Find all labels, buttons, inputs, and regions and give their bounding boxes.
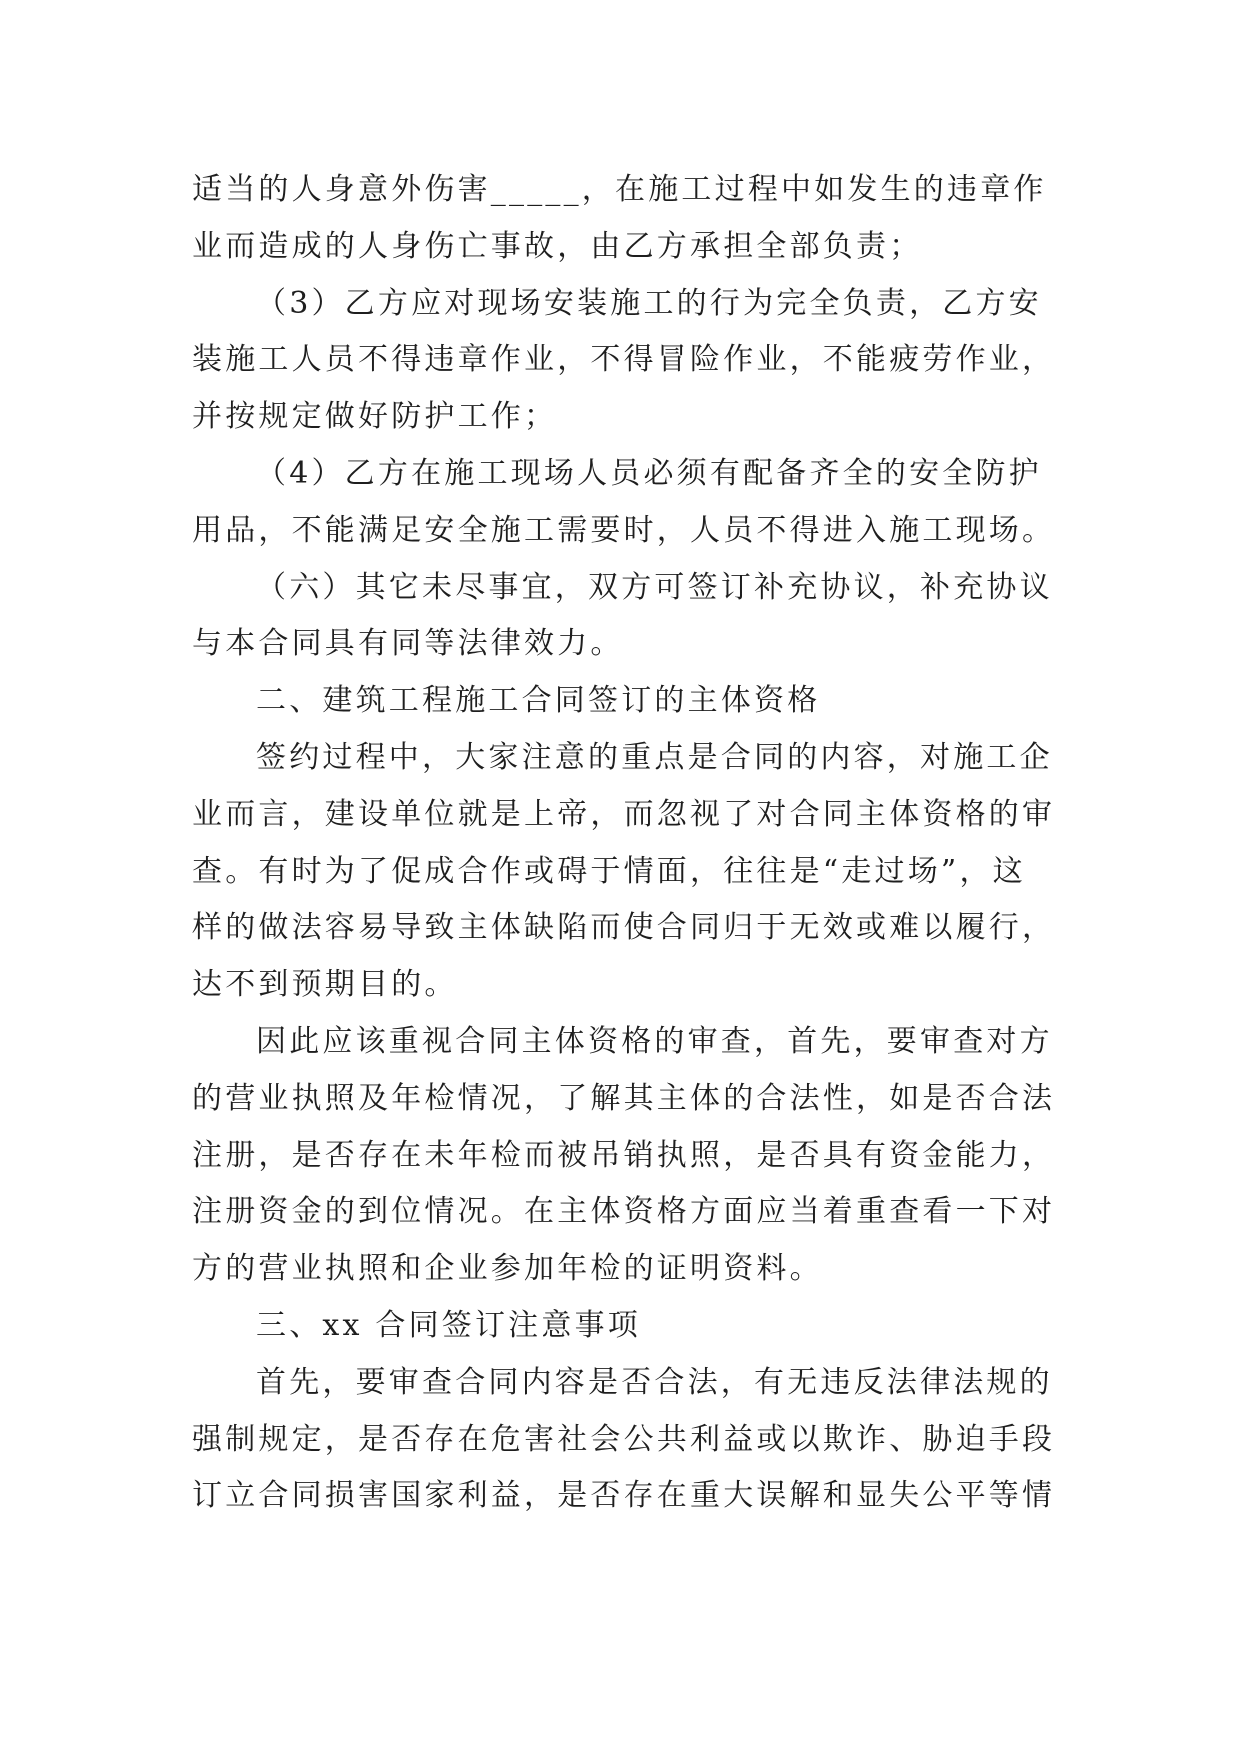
- text-line: 查。有时为了促成合作或碍于情面，往往是“走过场”，这: [192, 853, 1026, 889]
- text-line: （3）乙方应对现场安装施工的行为完全负责，乙方安: [256, 285, 1042, 321]
- section-heading: 二、建筑工程施工合同签订的主体资格: [256, 683, 821, 719]
- text-line: 适当的人身意外伤害_____，在施工过程中如发生的违章作: [192, 172, 1047, 207]
- text-line: 首先，要审查合同内容是否合法，有无违反法律法规的: [256, 1364, 1053, 1400]
- text-line: 注册，是否存在未年检而被吊销执照，是否具有资金能力，: [192, 1137, 1056, 1173]
- text-line: 的营业执照及年检情况，了解其主体的合法性，如是否合法: [192, 1080, 1056, 1116]
- text-line: 签约过程中，大家注意的重点是合同的内容，对施工企: [256, 739, 1053, 775]
- text-line: 方的营业执照和企业参加年检的证明资料。: [192, 1251, 823, 1287]
- text-line: 并按规定做好防护工作；: [192, 399, 558, 435]
- text-line: 订立合同损害国家利益，是否存在重大误解和显失公平等情: [192, 1478, 1056, 1514]
- text-line: 强制规定，是否存在危害社会公共利益或以欺诈、胁迫手段: [192, 1421, 1056, 1457]
- section-heading: 三、xx 合同签订注意事项: [256, 1307, 641, 1343]
- text-line: 注册资金的到位情况。在主体资格方面应当着重查看一下对: [192, 1194, 1056, 1230]
- text-line: 装施工人员不得违章作业，不得冒险作业，不能疲劳作业，: [192, 342, 1056, 378]
- text-line: （六）其它未尽事宜，双方可签订补充协议，补充协议: [256, 569, 1053, 605]
- text-line: 因此应该重视合同主体资格的审查，首先，要审查对方: [256, 1023, 1053, 1059]
- document-page: [192, 162, 1056, 1525]
- text-line: 业而造成的人身伤亡事故，由乙方承担全部负责；: [192, 228, 923, 264]
- text-line: 样的做法容易导致主体缺陷而使合同归于无效或难以履行，: [192, 910, 1056, 946]
- text-line: （4）乙方在施工现场人员必须有配备齐全的安全防护: [256, 455, 1042, 491]
- text-line: 与本合同具有同等法律效力。: [192, 626, 624, 662]
- text-line: 用品，不能满足安全施工需要时，人员不得进入施工现场。: [192, 512, 1056, 548]
- text-line: 业而言，建设单位就是上帝，而忽视了对合同主体资格的审: [192, 796, 1056, 832]
- text-line: 达不到预期目的。: [192, 967, 458, 1003]
